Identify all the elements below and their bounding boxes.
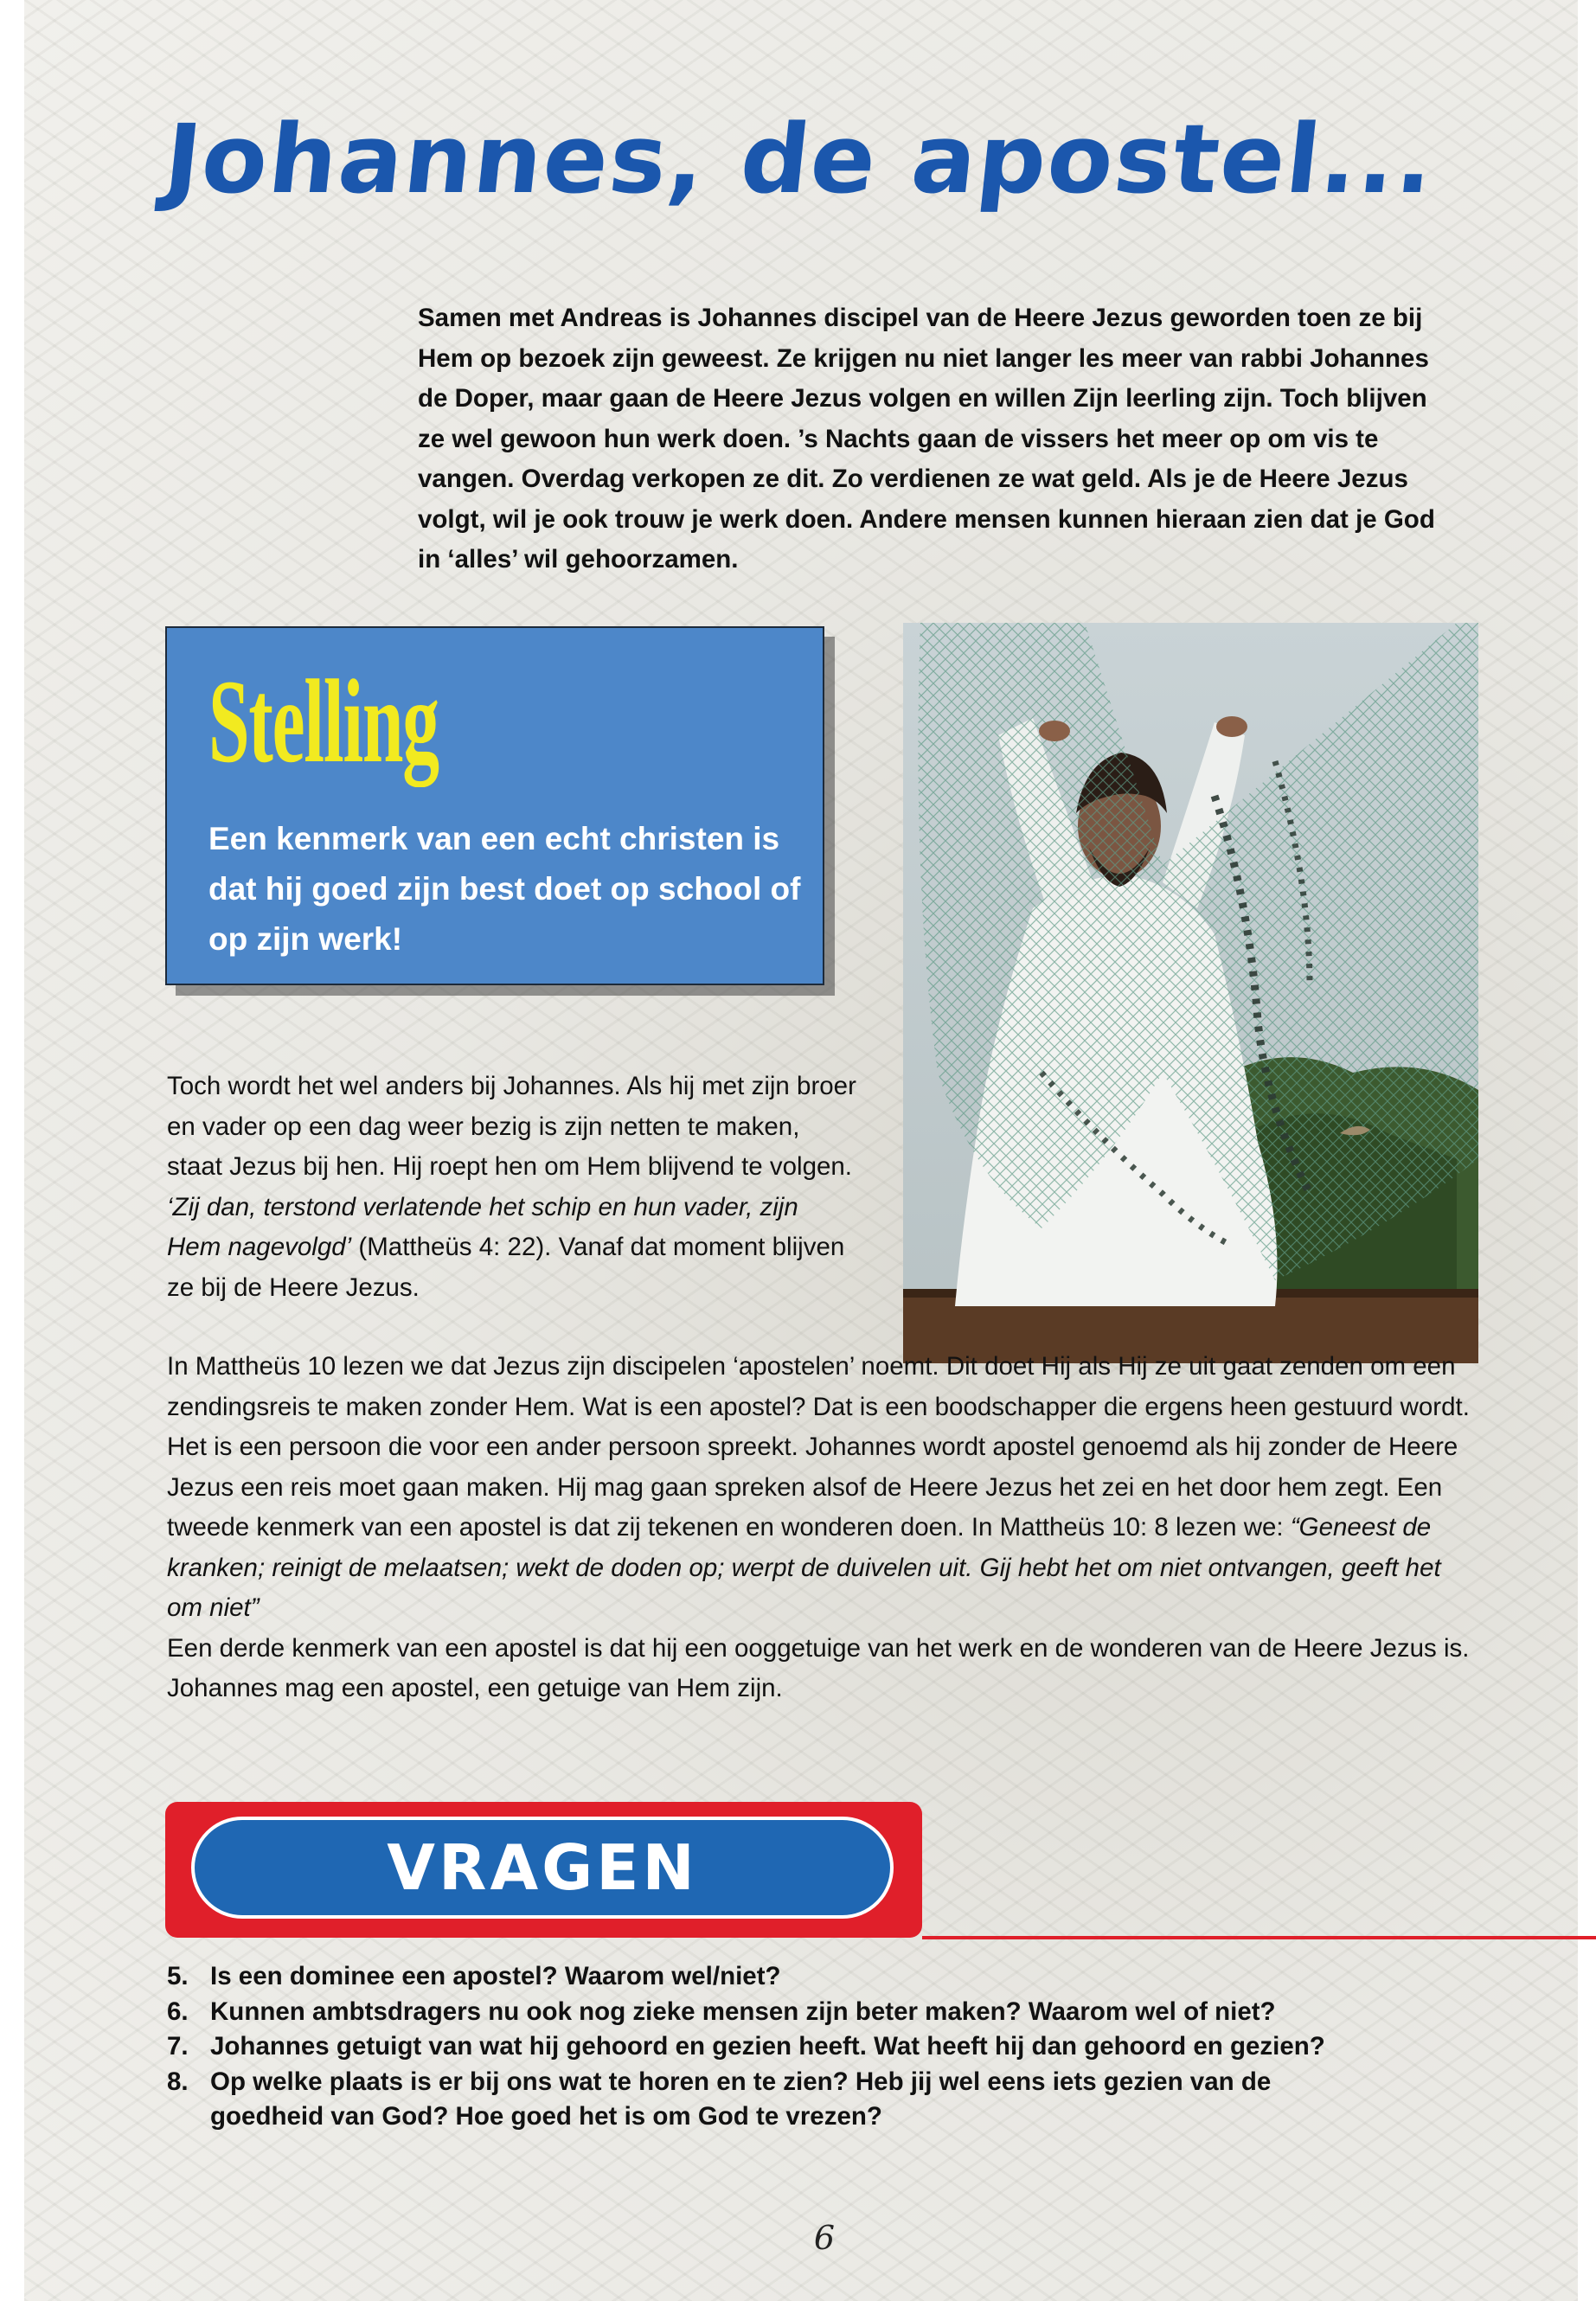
question-number: 8.: [167, 2067, 189, 2096]
page-number: 6: [813, 2219, 836, 2257]
divider-line: [922, 1936, 1596, 1939]
vragen-label: VRAGEN: [387, 1831, 698, 1904]
intro-paragraph: Samen met Andreas is Johannes discipel van de Heere Jezus geworden toen ze bij Hem op bezoek zijn geweest. Ze krijgen nu niet langer les meer van rabbi Johannes de Doper, maar gaan de Heere Jezus volgen en willen Zijn leerling zijn. Toch blijven ze wel gewoon hun werk doen. ’s Nachts gaan de vissers het meer op om vis te vangen. Overdag verkopen ze dit. Zo verdienen ze wat geld. Als je de Heere Jezus volgt, wil je ook trouw je werk doen. Andere mensen kunnen hieraan zien dat je God in ‘alles’ wil gehoorzamen.: [418, 304, 1435, 574]
paragraph-1-quote: ‘Zij dan, terstond verlatende het schip en hun vader, zijn Hem nagevolgd’: [167, 1192, 798, 1261]
question-text: Johannes getuigt van wat hij gehoord en gezien heeft. Wat heeft hij dan gehoord en gezien?: [210, 2032, 1325, 2061]
stelling-text: Een kenmerk van een echt christen is dat hij goed zijn best doet op school of op zijn werk!: [208, 821, 801, 957]
stelling-box: [165, 626, 824, 985]
question-item: [167, 2029, 1335, 2065]
paragraph-2-text: In Mattheüs 10 lezen we dat Jezus zijn discipelen ‘apostelen’ noemt. Dit doet Hij als Hij ze uit gaat zenden om een zendingsreis te maken zonder Hem. Wat is een apostel? Dat is een boodschapper die ergens heen gestuurd wordt. Het is een persoon die voor een ander persoon spreekt. Johannes wordt apostel genoemd als hij zonder de Heere Jezus een reis moet gaan maken. Hij mag gaan spreken alsof de Heere Jezus het zei en het door hem zegt. Een tweede kenmerk van een apostel is dat zij tekenen en wonderen doen. In Mattheüs 10: 8 lezen we:: [167, 1352, 1470, 1541]
question-item: [167, 1995, 1335, 2030]
paragraph-2-text-end: Een derde kenmerk van een apostel is dat hij een ooggetuige van het werk en de wonderen van de Heere Jezus is. Johannes mag een apostel, een getuige van Hem zijn.: [167, 1633, 1470, 1702]
page-title: Johannes, de apostel...: [159, 104, 1441, 215]
paragraph-2: [167, 1347, 1473, 1709]
fisherman-net-illustration: [903, 623, 1478, 1363]
question-number: 5.: [167, 1962, 189, 1990]
question-number: 6.: [167, 1997, 189, 2026]
vragen-banner: [165, 1802, 922, 1938]
question-text: Is een dominee een apostel? Waarom wel/niet?: [210, 1962, 781, 1990]
paragraph-2-quote: “Geneest de kranken; reinigt de melaatsen; wekt de doden op; werpt de duivelen uit. Gij hebt het om niet ontvangen, geeft het om niet”: [167, 1513, 1441, 1622]
page: [24, 0, 1578, 2301]
question-item: [167, 1959, 1335, 1995]
question-number: 7.: [167, 2032, 189, 2061]
vragen-pill: [191, 1817, 894, 1919]
question-text: Op welke plaats is er bij ons wat te horen en te zien? Heb jij wel eens iets gezien van de goedheid van God? Hoe goed het is om God te vrezen?: [210, 2067, 1272, 2131]
stelling-heading: Stelling: [208, 655, 439, 787]
fisherman-net-photo: [903, 623, 1478, 1363]
question-text: Kunnen ambtsdragers nu ook nog zieke mensen zijn beter maken? Waarom wel of niet?: [210, 1997, 1276, 2026]
paragraph-1: [167, 1067, 859, 1308]
question-item: [167, 2065, 1335, 2135]
question-list: [167, 1959, 1335, 2135]
paragraph-1-text: Toch wordt het wel anders bij Johannes. Als hij met zijn broer en vader op een dag weer bezig is zijn netten te maken, staat Jezus bij hen. Hij roept hen om Hem blijvend te volgen.: [167, 1072, 856, 1181]
paragraph-1-text-end: (Mattheüs 4: 22). Vanaf dat moment blijven ze bij de Heere Jezus.: [167, 1233, 845, 1302]
